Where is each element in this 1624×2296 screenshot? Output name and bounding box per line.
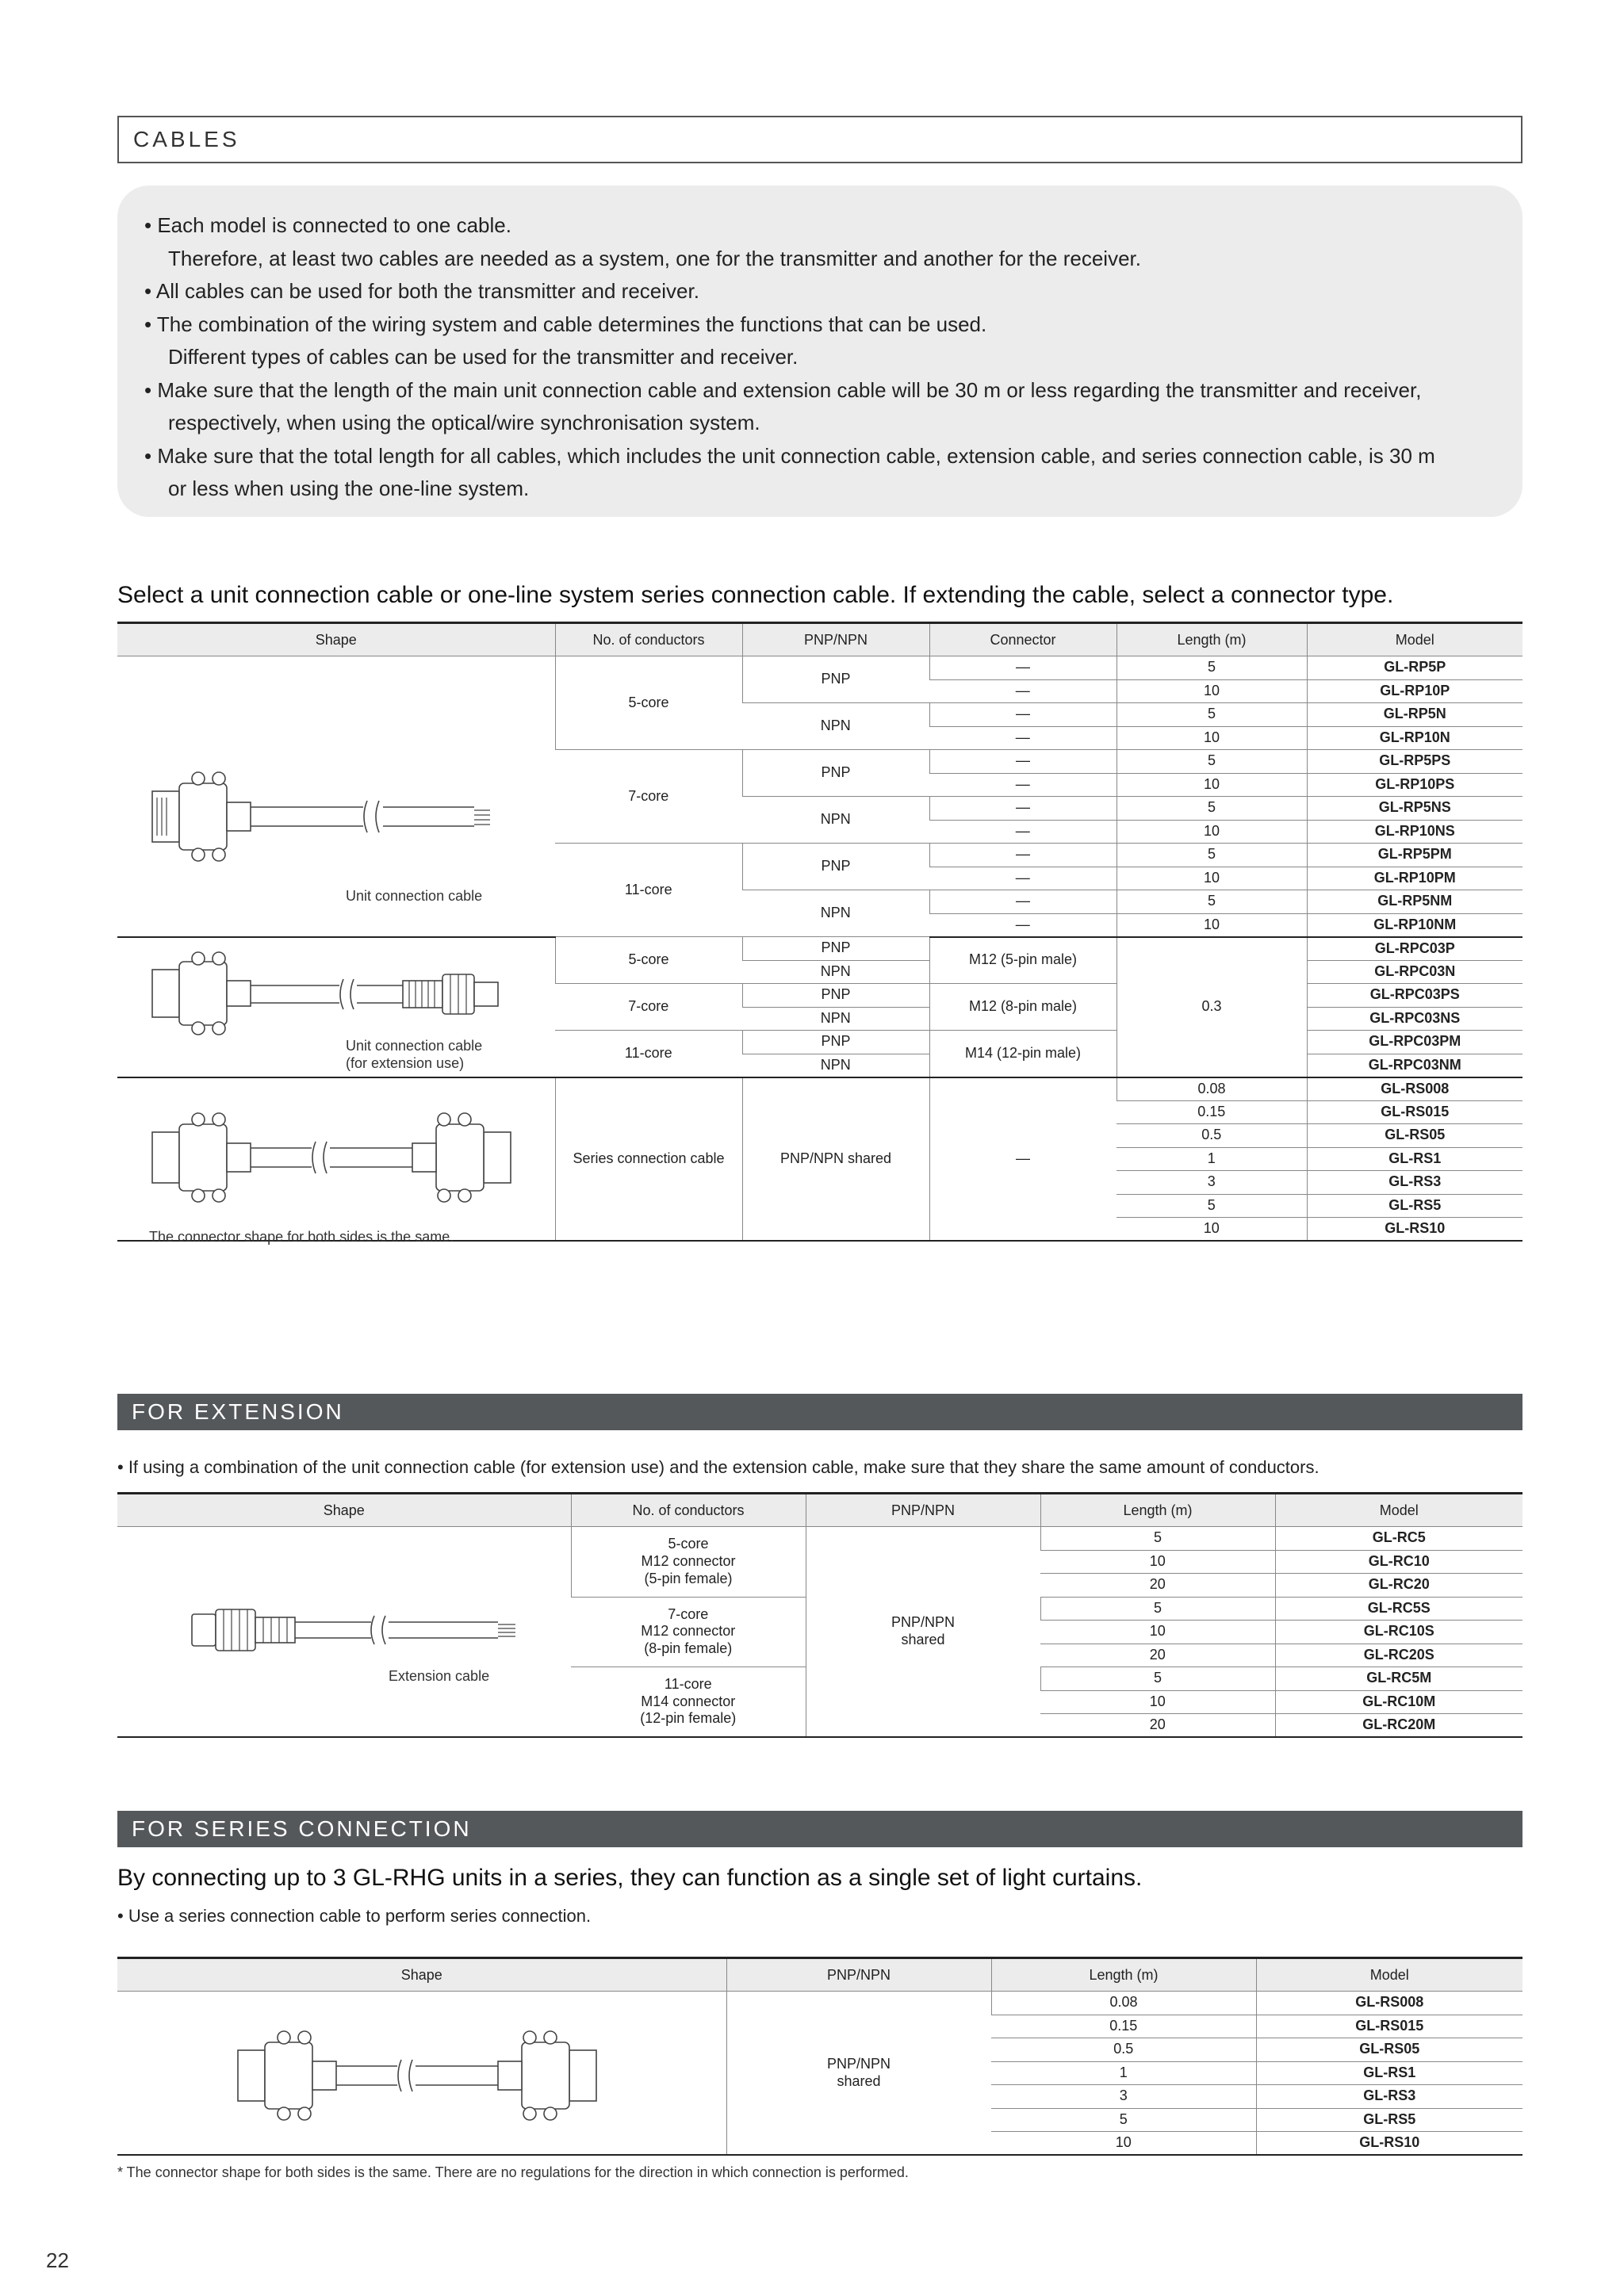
- model-cell: GL-RP10N: [1307, 726, 1522, 750]
- series-shape-note: The connector shape for both sides is the same.: [149, 1228, 454, 1245]
- length-cell: 0.08: [991, 1992, 1256, 2015]
- model-cell: GL-RC10S: [1275, 1621, 1522, 1644]
- pnp-cell: PNP: [742, 984, 929, 1008]
- length-cell: 0.08: [1116, 1077, 1307, 1101]
- model-cell: GL-RP10P: [1307, 679, 1522, 703]
- connector-cell: —: [929, 656, 1116, 680]
- length-cell: 10: [1116, 867, 1307, 890]
- length-cell: 5: [991, 2108, 1256, 2132]
- length-cell: 10: [1040, 1621, 1275, 1644]
- model-cell: GL-RC20M: [1275, 1714, 1522, 1738]
- note-line: • Make sure that the total length for all cables, which includes the unit connection cable, extension cable, and series connection cable, is 30 m: [144, 443, 1435, 468]
- npn-cell: NPN: [742, 1007, 929, 1031]
- model-cell: GL-RPC03N: [1307, 960, 1522, 984]
- model-cell: GL-RP10NM: [1307, 913, 1522, 937]
- model-cell: GL-RS05: [1256, 2038, 1522, 2062]
- length-cell: 10: [1116, 679, 1307, 703]
- series-cable-table: [117, 1957, 1522, 2156]
- length-cell: 0.5: [1116, 1124, 1307, 1148]
- model-cell: GL-RPC03NS: [1307, 1007, 1522, 1031]
- model-cell: GL-RP5N: [1307, 703, 1522, 727]
- model-cell: GL-RS05: [1307, 1124, 1522, 1148]
- length-cell: 5: [1116, 703, 1307, 727]
- series-connection-cable-illustration: [149, 1110, 514, 1205]
- page-number: 22: [46, 2248, 69, 2272]
- extension-note: • If using a combination of the unit connection cable (for extension use) and the extension cable, make sure that they share the same amount of conductors.: [117, 1457, 1320, 1477]
- col-header: Length (m): [1116, 623, 1307, 656]
- connector-cell: —: [929, 726, 1116, 750]
- connector-cell: —: [929, 913, 1116, 937]
- length-cell: 20: [1040, 1644, 1275, 1667]
- note-line: • Each model is connected to one cable.: [144, 213, 511, 237]
- model-cell: GL-RS5: [1256, 2108, 1522, 2132]
- col-header: Shape: [117, 1958, 726, 1992]
- connector-cell: M12 (8-pin male): [929, 984, 1116, 1031]
- table-row: [117, 1992, 1522, 2015]
- model-cell: GL-RS015: [1256, 2015, 1522, 2038]
- length-cell: 1: [991, 2061, 1256, 2085]
- conductor-line: (8-pin female): [644, 1640, 733, 1657]
- col-header: Length (m): [1040, 1494, 1275, 1527]
- pnp-cell: PNP: [742, 750, 929, 797]
- length-cell: 10: [1116, 773, 1307, 797]
- conductor-line: 11-core: [664, 1676, 712, 1693]
- col-header: Model: [1307, 623, 1522, 656]
- extension-cable-illustration: [189, 1600, 538, 1663]
- model-cell: GL-RP5P: [1307, 656, 1522, 680]
- col-header: Model: [1256, 1958, 1522, 1992]
- length-cell: 20: [1040, 1714, 1275, 1738]
- note-line: • All cables can be used for both the transmitter and receiver.: [144, 279, 699, 303]
- model-cell: GL-RP5NS: [1307, 797, 1522, 821]
- cables-notes-box: [117, 186, 1522, 517]
- model-cell: GL-RP5PM: [1307, 844, 1522, 867]
- series-cable-shape-cell: [117, 1077, 555, 1245]
- model-cell: GL-RPC03PM: [1307, 1031, 1522, 1054]
- npn-cell: NPN: [742, 960, 929, 984]
- col-header: No. of conductors: [571, 1494, 806, 1527]
- length-cell: 5: [1116, 797, 1307, 821]
- connector-cell: M12 (5-pin male): [929, 937, 1116, 984]
- length-cell: 5: [1116, 1194, 1307, 1218]
- model-cell: GL-RPC03NM: [1307, 1054, 1522, 1077]
- note-line: Different types of cables can be used for the transmitter and receiver.: [168, 345, 799, 369]
- model-cell: GL-RPC03PS: [1307, 984, 1522, 1008]
- length-cell: 3: [1116, 1171, 1307, 1195]
- connector-cell: —: [929, 820, 1116, 844]
- length-cell: 10: [1116, 913, 1307, 937]
- length-cell: 10: [1040, 1550, 1275, 1574]
- model-cell: GL-RS008: [1256, 1992, 1522, 2015]
- length-cell: 20: [1040, 1574, 1275, 1598]
- connector-cell: M14 (12-pin male): [929, 1031, 1116, 1077]
- pnp-cell: PNP: [742, 656, 929, 703]
- connector-cell: —: [929, 750, 1116, 774]
- length-cell: 10: [1116, 726, 1307, 750]
- conductor-line: 7-core: [668, 1605, 709, 1622]
- conductor-line: (12-pin female): [640, 1710, 737, 1727]
- length-cell: 5: [1116, 656, 1307, 680]
- model-cell: GL-RC5: [1275, 1527, 1522, 1551]
- conductor-line: 5-core: [668, 1536, 709, 1552]
- unit-cable-shape-cell: [117, 656, 555, 937]
- extension-cable-table: [117, 1492, 1522, 1738]
- length-cell: 5: [1116, 844, 1307, 867]
- length-cell: 5: [1040, 1667, 1275, 1691]
- col-header: Shape: [117, 1494, 571, 1527]
- conductor-cell: 5-core: [555, 937, 742, 984]
- length-cell: 0.15: [991, 2015, 1256, 2038]
- conductor-line: M12 connector: [641, 1623, 736, 1640]
- table-row: [117, 1077, 1522, 1101]
- col-header: PNP/NPN: [806, 1494, 1040, 1527]
- conductor-cell: 11-core: [555, 844, 742, 937]
- npn-cell: NPN: [742, 1054, 929, 1077]
- col-header: Model: [1275, 1494, 1522, 1527]
- conductor-cell: 7-core: [555, 750, 742, 844]
- npn-cell: NPN: [742, 703, 929, 750]
- col-header: Shape: [117, 623, 555, 656]
- model-cell: GL-RC10M: [1275, 1690, 1522, 1714]
- connector-cell: —: [929, 703, 1116, 727]
- length-cell: 10: [1040, 1690, 1275, 1714]
- connector-cell: —: [929, 1077, 1116, 1242]
- col-header: PNP/NPN: [742, 623, 929, 656]
- conductor-cell: [571, 1597, 806, 1667]
- pnp-line: PNP/NPN: [891, 1614, 955, 1631]
- model-cell: GL-RC5S: [1275, 1597, 1522, 1621]
- unit-connection-cable-illustration: [149, 767, 498, 871]
- extension-section-header: FOR EXTENSION: [117, 1394, 1522, 1430]
- length-cell: 5: [1116, 890, 1307, 914]
- conductor-cell: 5-core: [555, 656, 742, 750]
- conductor-cell: 11-core: [555, 1031, 742, 1077]
- model-cell: GL-RS3: [1256, 2085, 1522, 2109]
- conductor-cell: [571, 1527, 806, 1598]
- model-cell: GL-RC20S: [1275, 1644, 1522, 1667]
- cables-section-header: CABLES: [117, 116, 1522, 163]
- model-cell: GL-RP5NM: [1307, 890, 1522, 914]
- connector-cell: —: [929, 797, 1116, 821]
- table-row: [117, 937, 1522, 961]
- length-cell: 3: [991, 2085, 1256, 2109]
- length-cell: 10: [991, 2132, 1256, 2156]
- select-cable-heading: Select a unit connection cable or one-line system series connection cable. If extending the cable, select a connector type.: [117, 582, 1394, 608]
- ext-cable-label-2: (for extension use): [346, 1054, 465, 1071]
- conductor-line: (5-pin female): [644, 1570, 733, 1586]
- conductor-cell: 7-core: [555, 984, 742, 1031]
- model-cell: GL-RS008: [1307, 1077, 1522, 1101]
- length-cell: 5: [1116, 750, 1307, 774]
- series-connection-cable-illustration: [235, 2028, 599, 2123]
- model-cell: GL-RP10PS: [1307, 773, 1522, 797]
- note-line: or less when using the one-line system.: [168, 476, 530, 500]
- npn-cell: NPN: [742, 797, 929, 844]
- ext-unit-cable-shape-cell: [117, 937, 555, 1077]
- pnp-cell: PNP: [742, 937, 929, 961]
- model-cell: GL-RS1: [1307, 1147, 1522, 1171]
- series-shape-cell: [117, 1992, 726, 2156]
- model-cell: GL-RS1: [1256, 2061, 1522, 2085]
- unit-cable-table: [117, 622, 1522, 1245]
- length-cell: 10: [1116, 1218, 1307, 1242]
- model-cell: GL-RP10NS: [1307, 820, 1522, 844]
- note-line: • Make sure that the length of the main unit connection cable and extension cable will be 30 m or less regarding the transmitter and receiver,: [144, 377, 1422, 402]
- length-cell: 5: [1040, 1527, 1275, 1551]
- connector-cell: —: [929, 844, 1116, 867]
- length-cell: 1: [1116, 1147, 1307, 1171]
- col-header: No. of conductors: [555, 623, 742, 656]
- model-cell: GL-RC10: [1275, 1550, 1522, 1574]
- model-cell: GL-RC20: [1275, 1574, 1522, 1598]
- length-cell: 5: [1040, 1597, 1275, 1621]
- connector-cell: —: [929, 890, 1116, 914]
- series-footnote: * The connector shape for both sides is the same. There are no regulations for the direction in which connection is performed.: [117, 2164, 909, 2180]
- conductor-cell: [571, 1667, 806, 1738]
- length-cell: 0.3: [1116, 937, 1307, 1077]
- col-header: Connector: [929, 623, 1116, 656]
- table-row: [117, 656, 1522, 680]
- pnp-line: PNP/NPN: [826, 2055, 891, 2072]
- connector-cell: —: [929, 773, 1116, 797]
- length-cell: 0.5: [991, 2038, 1256, 2062]
- col-header: PNP/NPN: [726, 1958, 991, 1992]
- pnp-npn-cell: PNP/NPN shared: [742, 1077, 929, 1242]
- pnp-line: shared: [837, 2072, 881, 2089]
- note-line: respectively, when using the optical/wire synchronisation system.: [168, 411, 760, 434]
- length-cell: 10: [1116, 820, 1307, 844]
- model-cell: GL-RS5: [1307, 1194, 1522, 1218]
- pnp-cell: PNP: [742, 1031, 929, 1054]
- model-cell: GL-RP10PM: [1307, 867, 1522, 890]
- extension-cable-label: Extension cable: [389, 1668, 490, 1684]
- pnp-cell: PNP: [742, 844, 929, 890]
- pnp-npn-cell: [726, 1992, 991, 2156]
- conductor-line: M12 connector: [641, 1552, 736, 1569]
- model-cell: GL-RP5PS: [1307, 750, 1522, 774]
- series-note: • Use a series connection cable to perform series connection.: [117, 1906, 592, 1926]
- pnp-npn-cell: [806, 1527, 1040, 1738]
- model-cell: GL-RS10: [1256, 2132, 1522, 2156]
- npn-cell: NPN: [742, 890, 929, 937]
- model-cell: GL-RPC03P: [1307, 937, 1522, 961]
- note-line: • The combination of the wiring system and cable determines the functions that can be used.: [144, 312, 987, 336]
- series-section-header: FOR SERIES CONNECTION: [117, 1811, 1522, 1847]
- ext-cable-label-1: Unit connection cable: [346, 1037, 483, 1054]
- col-header: Length (m): [991, 1958, 1256, 1992]
- conductor-line: M14 connector: [641, 1693, 736, 1709]
- conductor-cell: Series connection cable: [555, 1077, 742, 1242]
- model-cell: GL-RS10: [1307, 1218, 1522, 1242]
- connector-cell: —: [929, 867, 1116, 890]
- series-heading: By connecting up to 3 GL-RHG units in a series, they can function as a single set of light curtains.: [117, 1865, 1143, 1891]
- model-cell: GL-RS3: [1307, 1171, 1522, 1195]
- model-cell: GL-RS015: [1307, 1100, 1522, 1124]
- pnp-line: shared: [901, 1632, 945, 1647]
- table-row: [117, 1527, 1522, 1551]
- connector-cell: —: [929, 679, 1116, 703]
- length-cell: 0.15: [1116, 1100, 1307, 1124]
- model-cell: GL-RC5M: [1275, 1667, 1522, 1691]
- unit-cable-extension-illustration: [149, 951, 514, 1038]
- note-line: Therefore, at least two cables are needed as a system, one for the transmitter and another for the receiver.: [168, 246, 1141, 270]
- unit-cable-label: Unit connection cable: [346, 888, 483, 904]
- extension-shape-cell: [117, 1527, 571, 1738]
